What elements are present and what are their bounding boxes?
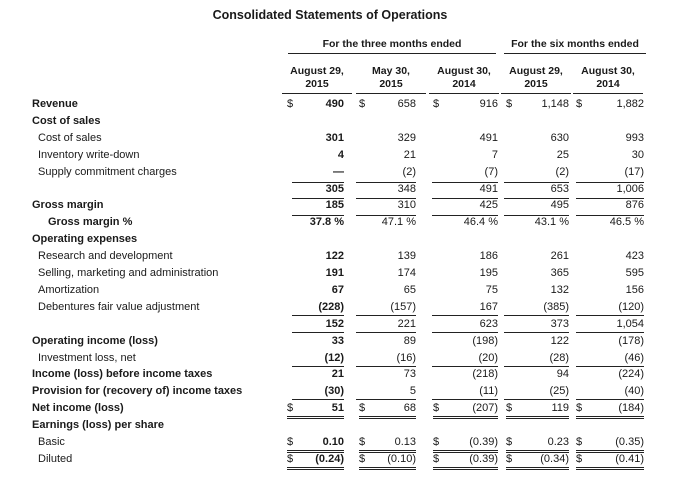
- row-label: Diluted: [38, 452, 73, 465]
- table-row: [0, 147, 684, 164]
- currency-symbol: $: [506, 436, 513, 448]
- currency-symbol: $: [287, 436, 294, 448]
- currency-symbol: $: [576, 452, 583, 465]
- cell-value: 46.5 %: [609, 216, 644, 229]
- cell-value: (0.10): [387, 452, 416, 465]
- cell-value: 67: [331, 283, 344, 296]
- table-cell: [292, 182, 344, 197]
- cell-value: 89: [403, 334, 416, 347]
- table-cell: [433, 453, 498, 470]
- cell-value: (0.34): [540, 452, 569, 465]
- table-cell: [504, 215, 569, 230]
- row-label: Investment loss, net: [38, 351, 136, 364]
- row-label: Earnings (loss) per share: [32, 419, 165, 432]
- cell-value: 491: [479, 182, 498, 195]
- cell-value: 1,006: [616, 182, 644, 195]
- table-cell: [356, 301, 416, 316]
- cell-value: 65: [403, 283, 416, 296]
- table-cell: [576, 250, 644, 264]
- table-row: [0, 265, 684, 282]
- cell-value: 191: [325, 267, 344, 279]
- table-cell: [432, 198, 498, 213]
- table-cell: [504, 335, 569, 349]
- cell-value: (40): [624, 385, 644, 398]
- cell-value: 1,148: [541, 98, 569, 110]
- cell-value: (184): [618, 402, 644, 415]
- cell-value: (46): [624, 351, 644, 364]
- table-row: [0, 96, 684, 113]
- column-header-year: 2014: [596, 78, 620, 90]
- row-label: Gross margin %: [48, 216, 133, 229]
- cell-value: 0.10: [322, 436, 344, 448]
- table-cell: [504, 132, 569, 146]
- currency-symbol: $: [359, 452, 366, 465]
- cell-value: 119: [551, 402, 569, 415]
- table-cell: [504, 301, 569, 316]
- currency-symbol: $: [506, 98, 513, 110]
- table-row: [0, 214, 684, 231]
- table-cell: [292, 318, 344, 333]
- table-cell: [432, 267, 498, 281]
- cell-value: 73: [403, 368, 416, 381]
- cell-value: 653: [550, 182, 569, 195]
- cell-value: 365: [550, 267, 569, 279]
- table-cell: [432, 132, 498, 146]
- table-cell: [576, 149, 644, 163]
- column-header: [282, 65, 352, 94]
- table-cell: [432, 301, 498, 316]
- three-months-group-header: For the three months ended: [288, 38, 496, 54]
- cell-value: (385): [543, 300, 569, 313]
- row-label: Inventory write-down: [38, 148, 140, 161]
- cell-value: 310: [397, 199, 416, 212]
- cell-value: 46.4 %: [463, 216, 498, 229]
- cell-value: 75: [485, 283, 498, 296]
- cell-value: 132: [550, 283, 569, 296]
- cell-value: 221: [397, 317, 416, 330]
- currency-symbol: $: [433, 436, 440, 448]
- table-cell: [356, 215, 416, 230]
- cell-value: 122: [550, 334, 569, 347]
- table-cell: [576, 352, 644, 367]
- table-cell: [504, 352, 569, 367]
- table-cell: [356, 182, 416, 197]
- row-label: Net income (loss): [32, 402, 124, 415]
- column-header: [573, 65, 643, 94]
- cell-value: 876: [625, 199, 644, 212]
- table-cell: [292, 149, 344, 163]
- cell-value: 495: [550, 199, 569, 212]
- currency-symbol: $: [433, 452, 440, 465]
- table-cell: [504, 368, 569, 382]
- column-header-date: August 30,: [437, 65, 491, 77]
- table-cell: [506, 453, 569, 470]
- table-cell: [432, 335, 498, 349]
- cell-value: 916: [479, 98, 498, 110]
- table-row: [0, 282, 684, 299]
- column-header-year: 2015: [379, 78, 403, 90]
- table-cell: [504, 267, 569, 281]
- column-header-year: 2014: [452, 78, 476, 90]
- cell-value: 21: [331, 368, 344, 381]
- column-header: [501, 65, 571, 94]
- table-cell: [576, 98, 644, 112]
- currency-symbol: $: [576, 98, 583, 110]
- table-cell: [359, 453, 416, 470]
- row-label: Debentures fair value adjustment: [38, 300, 200, 313]
- column-header-year: 2015: [305, 78, 329, 90]
- statement-title: Consolidated Statements of Operations: [212, 8, 448, 22]
- table-cell: [356, 352, 416, 367]
- row-label: Basic: [38, 436, 65, 448]
- row-label: Income (loss) before income taxes: [32, 368, 213, 381]
- table-row: [0, 333, 684, 350]
- cell-value: 139: [397, 250, 416, 263]
- table-cell: [576, 301, 644, 316]
- cell-value: 623: [479, 317, 498, 330]
- table-cell: [432, 149, 498, 163]
- currency-symbol: $: [359, 436, 366, 448]
- table-cell: [287, 98, 344, 112]
- table-cell: [504, 385, 569, 400]
- table-cell: [576, 198, 644, 213]
- cell-value: (178): [618, 334, 644, 347]
- cell-value: (228): [318, 300, 344, 313]
- cell-value: 21: [403, 148, 416, 161]
- currency-symbol: $: [359, 402, 366, 415]
- table-cell: [292, 198, 344, 213]
- row-label: Supply commitment charges: [38, 165, 177, 178]
- currency-symbol: $: [576, 402, 583, 415]
- cell-value: (17): [624, 165, 644, 178]
- table-cell: [576, 166, 644, 180]
- cell-value: 174: [397, 267, 416, 279]
- table-cell: [576, 267, 644, 281]
- cell-value: (20): [478, 351, 498, 364]
- table-cell: [292, 284, 344, 298]
- cell-value: 25: [556, 148, 569, 161]
- column-header: [356, 65, 426, 94]
- cell-value: 329: [397, 131, 416, 144]
- table-cell: [292, 250, 344, 264]
- cell-value: (7): [484, 165, 498, 178]
- table-cell: [356, 166, 416, 180]
- cell-value: 630: [550, 131, 569, 144]
- cell-value: (12): [324, 351, 344, 364]
- cell-value: 0.23: [547, 436, 569, 448]
- table-row: [0, 400, 684, 417]
- table-cell: [292, 132, 344, 146]
- currency-symbol: $: [433, 402, 440, 415]
- cell-value: (0.24): [315, 452, 344, 465]
- table-row: [0, 434, 684, 451]
- table-cell: [576, 368, 644, 382]
- cell-value: —: [333, 165, 344, 178]
- table-row: [0, 197, 684, 214]
- table-cell: [292, 385, 344, 400]
- table-cell: [506, 98, 569, 112]
- cell-value: 305: [325, 182, 344, 195]
- cell-value: 491: [479, 131, 498, 144]
- column-header: [429, 65, 499, 94]
- currency-symbol: $: [287, 98, 294, 110]
- cell-value: 348: [397, 182, 416, 195]
- table-row: [0, 451, 684, 468]
- cell-value: 4: [337, 148, 344, 161]
- cell-value: 0.13: [394, 436, 416, 448]
- cell-value: 595: [625, 267, 644, 279]
- cell-value: (16): [396, 351, 416, 364]
- cell-value: 658: [397, 98, 416, 110]
- cell-value: 490: [325, 98, 344, 110]
- cell-value: 1,054: [616, 317, 644, 330]
- cell-value: 33: [331, 334, 344, 347]
- table-cell: [292, 301, 344, 316]
- cell-value: 156: [625, 283, 644, 296]
- cell-value: (28): [549, 351, 569, 364]
- table-cell: [504, 149, 569, 163]
- table-cell: [432, 385, 498, 400]
- currency-symbol: $: [287, 452, 294, 465]
- cell-value: 261: [550, 250, 569, 263]
- table-cell: [432, 166, 498, 180]
- table-cell: [356, 335, 416, 349]
- table-cell: [356, 368, 416, 382]
- table-cell: [356, 132, 416, 146]
- table-cell: [576, 215, 644, 230]
- cell-value: (157): [390, 300, 416, 313]
- row-label: Gross margin: [32, 199, 104, 212]
- table-cell: [576, 453, 644, 470]
- cell-value: 185: [325, 199, 344, 212]
- table-cell: [432, 284, 498, 298]
- cell-value: (198): [472, 334, 498, 347]
- cell-value: (0.39): [469, 452, 498, 465]
- column-header-date: August 30,: [581, 65, 635, 77]
- table-cell: [576, 284, 644, 298]
- cell-value: 186: [479, 250, 498, 263]
- cell-value: 94: [556, 368, 569, 381]
- table-cell: [432, 250, 498, 264]
- cell-value: 301: [325, 131, 344, 144]
- cell-value: (11): [479, 385, 498, 398]
- cell-value: (0.35): [615, 436, 644, 448]
- row-label: Cost of sales: [32, 114, 101, 127]
- currency-symbol: $: [359, 98, 366, 110]
- table-cell: [432, 182, 498, 197]
- table-cell: [356, 284, 416, 298]
- row-label: Revenue: [32, 98, 78, 110]
- row-label: Operating income (loss): [32, 334, 158, 347]
- table-cell: [504, 318, 569, 333]
- table-cell: [504, 250, 569, 264]
- six-months-group-header: For the six months ended: [504, 38, 646, 54]
- table-cell: [576, 385, 644, 400]
- currency-symbol: $: [433, 98, 440, 110]
- cell-value: (0.39): [469, 436, 498, 448]
- table-cell: [504, 182, 569, 197]
- table-row: [0, 366, 684, 383]
- currency-symbol: $: [287, 402, 294, 415]
- column-header-year: 2015: [524, 78, 548, 90]
- table-cell: [576, 182, 644, 197]
- table-row: [0, 181, 684, 198]
- row-label: Operating expenses: [32, 233, 138, 246]
- table-cell: [504, 198, 569, 213]
- table-cell: [359, 98, 416, 112]
- cell-value: 43.1 %: [534, 216, 569, 229]
- currency-symbol: $: [576, 436, 583, 448]
- cell-value: 993: [625, 131, 644, 144]
- column-header-date: August 29,: [290, 65, 344, 77]
- cell-value: 167: [479, 300, 498, 313]
- table-cell: [432, 318, 498, 333]
- cell-value: 122: [325, 250, 344, 263]
- cell-value: (2): [402, 165, 416, 178]
- table-cell: [356, 318, 416, 333]
- table-row: [0, 350, 684, 367]
- currency-symbol: $: [506, 452, 513, 465]
- table-cell: [292, 368, 344, 382]
- row-label: Cost of sales: [38, 131, 102, 144]
- cell-value: (120): [618, 300, 644, 313]
- cell-value: 30: [631, 148, 644, 161]
- cell-value: 195: [479, 267, 498, 279]
- column-header-date: May 30,: [372, 65, 410, 77]
- table-row: [0, 316, 684, 333]
- table-cell: [356, 267, 416, 281]
- table-cell: [504, 166, 569, 180]
- table-cell: [356, 385, 416, 400]
- cell-value: 37.8 %: [309, 216, 344, 229]
- table-cell: [504, 284, 569, 298]
- cell-value: 423: [625, 250, 644, 263]
- row-label: Selling, marketing and administration: [38, 267, 219, 279]
- table-cell: [432, 215, 498, 230]
- table-cell: [356, 149, 416, 163]
- cell-value: (30): [324, 385, 344, 398]
- table-cell: [287, 453, 344, 470]
- cell-value: (218): [472, 368, 498, 381]
- table-row: [0, 248, 684, 265]
- table-row: [0, 417, 684, 434]
- cell-value: 47.1 %: [381, 216, 416, 229]
- cell-value: (2): [555, 165, 569, 178]
- cell-value: 7: [491, 148, 498, 161]
- cell-value: (25): [549, 385, 569, 398]
- table-cell: [292, 215, 344, 230]
- currency-symbol: $: [506, 402, 513, 415]
- table-cell: [356, 198, 416, 213]
- table-cell: [576, 132, 644, 146]
- table-cell: [356, 250, 416, 264]
- cell-value: 152: [325, 317, 344, 330]
- table-cell: [432, 352, 498, 367]
- table-cell: [292, 166, 344, 180]
- cell-value: 5: [409, 385, 416, 398]
- cell-value: (207): [472, 402, 498, 415]
- cell-value: 68: [403, 402, 416, 415]
- table-row: [0, 130, 684, 147]
- column-header-date: August 29,: [509, 65, 563, 77]
- table-cell: [292, 267, 344, 281]
- table-row: [0, 383, 684, 400]
- cell-value: 373: [550, 317, 569, 330]
- table-row: [0, 113, 684, 130]
- table-cell: [433, 98, 498, 112]
- cell-value: (0.41): [615, 452, 644, 465]
- table-cell: [292, 352, 344, 367]
- cell-value: 425: [479, 199, 498, 212]
- row-label: Research and development: [38, 250, 173, 263]
- table-cell: [576, 335, 644, 349]
- table-row: [0, 231, 684, 248]
- table-cell: [292, 335, 344, 349]
- row-label: Amortization: [38, 283, 100, 296]
- cell-value: 1,882: [616, 98, 644, 110]
- cell-value: 51: [331, 402, 344, 415]
- table-row: [0, 164, 684, 181]
- cell-value: (224): [618, 368, 644, 381]
- table-cell: [576, 318, 644, 333]
- table-row: [0, 299, 684, 316]
- table-cell: [432, 368, 498, 382]
- row-label: Provision for (recovery of) income taxes: [32, 385, 243, 398]
